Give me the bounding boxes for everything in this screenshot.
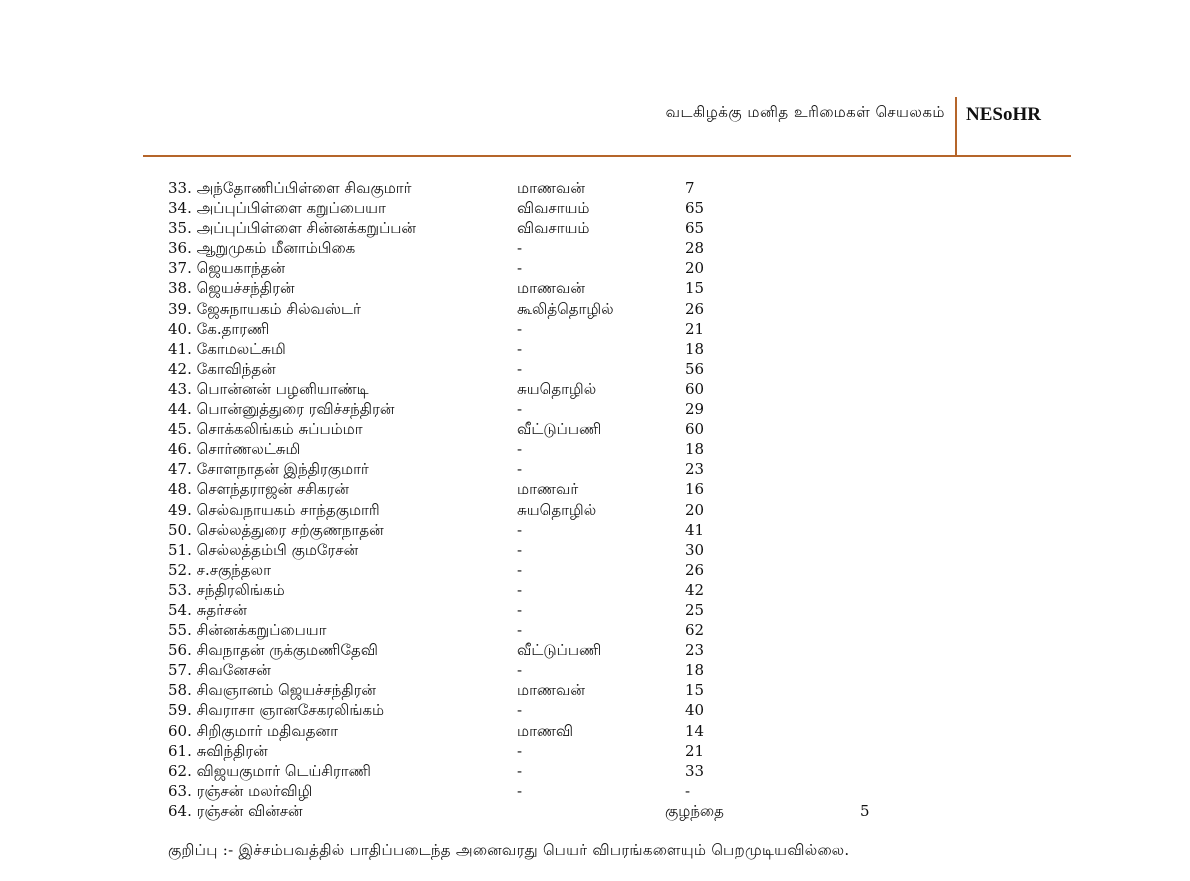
victim-occupation: -: [517, 319, 523, 338]
victim-row: [168, 580, 1068, 600]
victim-age: 15: [685, 279, 705, 298]
victim-occupation: விவசாயம்: [517, 219, 590, 238]
victim-name-text: சிவஞானம் ஜெயச்சந்திரன்: [196, 681, 376, 700]
victim-age: 29: [685, 400, 705, 419]
victim-row: [168, 359, 1068, 379]
victim-age: 26: [685, 560, 705, 579]
victim-name-text: பொன்னன் பழனியாண்டி: [196, 379, 369, 398]
victim-occupation: -: [517, 540, 523, 559]
victim-occupation: -: [517, 359, 523, 378]
victim-age: 14: [685, 721, 705, 740]
victim-name-text: ரஞ்சன் மலர்விழி: [196, 781, 313, 800]
victim-occupation: விவசாயம்: [517, 199, 590, 218]
victim-row: [168, 299, 1068, 319]
victim-name-text: செல்லத்தம்பி குமரேசன்: [196, 540, 359, 559]
victim-occupation: -: [517, 339, 523, 358]
victim-age: 16: [685, 480, 705, 499]
victim-row: [168, 419, 1068, 439]
victim-number: 34.: [168, 199, 192, 218]
victim-name: [168, 319, 269, 339]
victim-name: [168, 600, 247, 620]
victim-name: [168, 299, 361, 319]
victim-name: [168, 801, 303, 821]
victim-name: [168, 761, 371, 781]
victim-name-text: சிவநாதன் ருக்குமணிதேவி: [196, 641, 378, 660]
victim-number: 50.: [168, 520, 192, 539]
victim-occupation: மாணவர்: [517, 480, 579, 499]
victim-name-text: பொன்னுத்துரை ரவிச்சந்திரன்: [196, 400, 395, 419]
victim-number: 59.: [168, 701, 192, 720]
victim-name-text: செல்வநாயகம் சாந்தகுமாரி: [196, 500, 380, 519]
victim-row: [168, 238, 1068, 258]
victim-number: 44.: [168, 400, 192, 419]
victim-name-text: விஜயகுமார் டெய்சிராணி: [196, 761, 371, 780]
victim-row: [168, 500, 1068, 520]
victim-name-text: ச.சகுந்தலா: [196, 560, 271, 579]
victim-row: [168, 218, 1068, 238]
victim-name-text: சொர்ணலட்சுமி: [196, 440, 301, 459]
victim-age: 18: [685, 440, 705, 459]
victim-number: 56.: [168, 641, 192, 660]
victim-name-text: சிவனேசன்: [196, 661, 271, 680]
victim-row: [168, 620, 1068, 640]
victim-name-text: சோளநாதன் இந்திரகுமார்: [196, 460, 369, 479]
victim-occupation: -: [517, 761, 523, 780]
victim-occupation: -: [517, 741, 523, 760]
victim-occupation: குழந்தை: [665, 801, 724, 820]
victim-occupation: கூலித்தொழில்: [517, 299, 614, 318]
victim-age: 40: [685, 701, 705, 720]
victim-number: 61.: [168, 741, 192, 760]
victim-name: [168, 178, 411, 198]
header-divider-vertical: [955, 97, 957, 156]
victim-age: 23: [685, 460, 705, 479]
victim-age: 18: [685, 339, 705, 358]
victim-name: [168, 278, 295, 298]
victim-name: [168, 520, 384, 540]
victim-row: [168, 600, 1068, 620]
victim-number: 41.: [168, 339, 192, 358]
victim-occupation: -: [517, 621, 523, 640]
victim-age: 7: [685, 179, 695, 197]
victim-occupation: மாணவன்: [517, 179, 585, 197]
victim-number: 37.: [168, 259, 192, 278]
victim-occupation: -: [517, 600, 523, 619]
victim-occupation: -: [517, 259, 523, 278]
victim-name: [168, 479, 349, 499]
victim-name: [168, 540, 358, 560]
victim-name: [168, 620, 326, 640]
victim-name-text: சிவராசா ஞானசேகரலிங்கம்: [196, 701, 385, 720]
victim-row: [168, 801, 1068, 821]
victim-age: 18: [685, 661, 705, 680]
victim-number: 57.: [168, 661, 192, 680]
victim-row: [168, 399, 1068, 419]
victim-name: [168, 258, 285, 278]
victim-age: 65: [685, 219, 705, 238]
victim-row: [168, 781, 1068, 801]
victim-row: [168, 640, 1068, 660]
victim-row: [168, 520, 1068, 540]
victim-occupation: -: [517, 560, 523, 579]
victim-number: 35.: [168, 219, 192, 238]
victim-occupation: -: [517, 400, 523, 419]
victim-occupation: -: [517, 701, 523, 720]
victim-age: 15: [685, 681, 705, 700]
victim-age: 5: [860, 801, 870, 820]
victim-name: [168, 459, 369, 479]
victim-name-text: கோமலட்சுமி: [196, 339, 286, 358]
victim-age: 62: [685, 621, 705, 640]
victim-name: [168, 399, 394, 419]
victim-age: 26: [685, 299, 705, 318]
victim-name: [168, 560, 271, 580]
victim-name-text: சௌந்தராஜன் சசிகரன்: [196, 480, 349, 499]
victim-number: 52.: [168, 560, 192, 579]
victim-occupation: சுயதொழில்: [517, 379, 597, 398]
victim-occupation: மாணவன்: [517, 279, 585, 298]
victim-number: 36.: [168, 239, 192, 258]
victim-name-text: சுவிந்திரன்: [196, 741, 268, 760]
victim-number: 33.: [168, 179, 192, 197]
victim-name-text: சின்னக்கறுப்பையா: [196, 621, 327, 640]
victim-occupation: சுயதொழில்: [517, 500, 597, 519]
victim-number: 46.: [168, 440, 192, 459]
victim-row: [168, 721, 1068, 741]
victim-name-text: சிறிகுமார் மதிவதனா: [196, 721, 338, 740]
victim-name: [168, 359, 276, 379]
victim-name-text: சந்திரலிங்கம்: [196, 580, 285, 599]
victim-row: [168, 319, 1068, 339]
victim-age: 21: [685, 741, 705, 760]
victim-name: [168, 419, 363, 439]
victim-number: 38.: [168, 279, 192, 298]
victim-name-text: அப்புப்பிள்ளை சின்னக்கறுப்பன்: [196, 219, 416, 238]
victim-row: [168, 178, 1068, 198]
victim-number: 64.: [168, 801, 192, 820]
victim-number: 42.: [168, 359, 192, 378]
victim-occupation: -: [517, 239, 523, 258]
victim-age: 65: [685, 199, 705, 218]
victim-row: [168, 198, 1068, 218]
victim-age: 33: [685, 761, 705, 780]
victim-age: 20: [685, 500, 705, 519]
victim-age: 41: [685, 520, 705, 539]
victim-number: 43.: [168, 379, 192, 398]
victim-row: [168, 560, 1068, 580]
victim-name: [168, 500, 380, 520]
victim-name: [168, 439, 300, 459]
victim-row: [168, 761, 1068, 781]
victim-age: 21: [685, 319, 705, 338]
victim-occupation: வீட்டுப்பணி: [517, 641, 602, 660]
victim-name: [168, 198, 386, 218]
victim-list: [168, 178, 1068, 821]
victim-occupation: வீட்டுப்பணி: [517, 420, 602, 439]
victim-row: [168, 459, 1068, 479]
victim-name-text: செல்லத்துரை சற்குணநாதன்: [196, 520, 384, 539]
victim-occupation: மாணவி: [517, 721, 574, 740]
victim-name: [168, 640, 378, 660]
victim-row: [168, 700, 1068, 720]
victim-age: 60: [685, 420, 705, 439]
victim-number: 45.: [168, 420, 192, 439]
victim-number: 49.: [168, 500, 192, 519]
victim-number: 55.: [168, 621, 192, 640]
header-divider-horizontal: [143, 155, 1071, 157]
victim-occupation: -: [517, 661, 523, 680]
victim-name: [168, 379, 369, 399]
victim-name-text: ஆறுமுகம் மீனாம்பிகை: [196, 239, 356, 258]
victim-number: 54.: [168, 600, 192, 619]
victim-row: [168, 479, 1068, 499]
victim-name-text: ரஞ்சன் வின்சன்: [196, 801, 303, 820]
victim-age: 60: [685, 379, 705, 398]
victim-name-text: சுதர்சன்: [196, 600, 247, 619]
victim-number: 51.: [168, 540, 192, 559]
victim-age: 28: [685, 239, 705, 258]
victim-name-text: அந்தோணிப்பிள்ளை சிவகுமார்: [196, 179, 412, 197]
victim-age: 30: [685, 540, 705, 559]
victim-name-text: கே.தாரணி: [196, 319, 270, 338]
footnote: குறிப்பு :- இச்சம்பவத்தில் பாதிப்படைந்த அனைவரது பெயர் விபரங்களையும் பெறமுடியவில்லை.: [168, 841, 850, 859]
victim-row: [168, 258, 1068, 278]
victim-row: [168, 439, 1068, 459]
victim-row: [168, 540, 1068, 560]
victim-number: 53.: [168, 580, 192, 599]
victim-number: 63.: [168, 781, 192, 800]
victim-name: [168, 781, 312, 801]
victim-row: [168, 278, 1068, 298]
victim-number: 58.: [168, 681, 192, 700]
victim-number: 47.: [168, 460, 192, 479]
victim-age: 56: [685, 359, 705, 378]
victim-number: 48.: [168, 480, 192, 499]
victim-number: 39.: [168, 299, 192, 318]
victim-name: [168, 339, 286, 359]
victim-occupation: -: [517, 781, 523, 800]
victim-number: 40.: [168, 319, 192, 338]
victim-row: [168, 660, 1068, 680]
victim-occupation: -: [517, 440, 523, 459]
victim-name: [168, 741, 268, 761]
victim-name: [168, 580, 285, 600]
victim-row: [168, 379, 1068, 399]
victim-name: [168, 700, 384, 720]
victim-name: [168, 680, 376, 700]
victim-number: 62.: [168, 761, 192, 780]
organization-logo-text: NESoHR: [966, 104, 1041, 125]
victim-name: [168, 218, 416, 238]
victim-name: [168, 721, 338, 741]
victim-age: 42: [685, 580, 705, 599]
victim-row: [168, 339, 1068, 359]
victim-name-text: ஜேசுநாயகம் சில்வஸ்டர்: [196, 299, 361, 318]
victim-name: [168, 238, 355, 258]
victim-name-text: சொக்கலிங்கம் சுப்பம்மா: [196, 420, 363, 439]
victim-name: [168, 660, 271, 680]
victim-name-text: ஜெயச்சந்திரன்: [196, 279, 295, 298]
victim-row: [168, 741, 1068, 761]
victim-age: -: [685, 781, 691, 800]
victim-occupation: -: [517, 580, 523, 599]
victim-age: 23: [685, 641, 705, 660]
victim-name-text: ஜெயகாந்தன்: [196, 259, 286, 278]
victim-age: 25: [685, 600, 705, 619]
victim-name-text: கோவிந்தன்: [196, 359, 276, 378]
victim-occupation: மாணவன்: [517, 681, 585, 700]
victim-occupation: -: [517, 520, 523, 539]
victim-row: [168, 680, 1068, 700]
victim-name-text: அப்புப்பிள்ளை கறுப்பையா: [196, 199, 386, 218]
victim-number: 60.: [168, 721, 192, 740]
organization-name: வடகிழக்கு மனித உரிமைகள் செயலகம்: [665, 103, 945, 121]
victim-age: 20: [685, 259, 705, 278]
victim-occupation: -: [517, 460, 523, 479]
